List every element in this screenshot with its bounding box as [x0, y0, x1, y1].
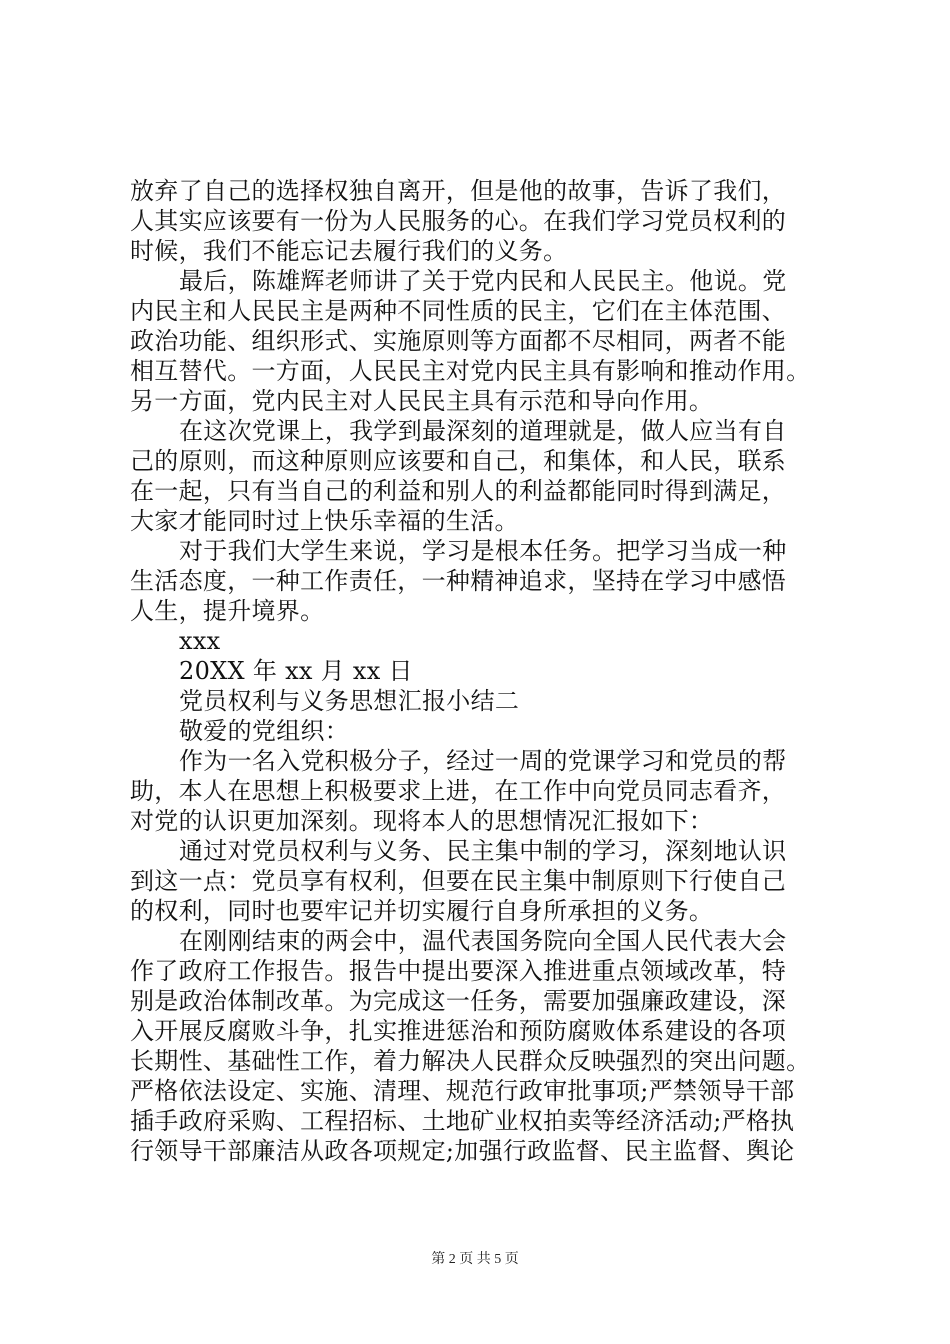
text-line: 插手政府采购、工程招标、土地矿业权拍卖等经济活动;严格执 — [130, 1107, 795, 1135]
text-line: 行领导干部廉洁从政各项规定;加强行政监督、民主监督、舆论 — [130, 1137, 795, 1165]
text-line: 生活态度，一种工作责任，一种精神追求，坚持在学习中感悟 — [130, 567, 787, 595]
text-line: 人生，提升境界。 — [130, 597, 325, 625]
text-line: 政治功能、组织形式、实施原则等方面都不尽相同，两者不能 — [130, 327, 787, 355]
text-line: xxx — [179, 627, 221, 655]
page-number-label: 第 2 页 共 5 页 — [431, 1252, 519, 1267]
text-line: 对于我们大学生来说，学习是根本任务。把学习当成一种 — [179, 537, 787, 565]
page-footer — [0, 1250, 950, 1270]
text-line: 严格依法设定、实施、清理、规范行政审批事项;严禁领导干部 — [130, 1077, 795, 1105]
text-line: 对党的认识更加深刻。现将本人的思想情况汇报如下： — [130, 807, 714, 835]
text-line: 到这一点：党员享有权利，但要在民主集中制原则下行使自己 — [130, 867, 787, 895]
text-line: 别是政治体制改革。为完成这一任务，需要加强廉政建设，深 — [130, 987, 787, 1015]
text-line: 党员权利与义务思想汇报小结二 — [179, 687, 520, 715]
text-line: 己的原则，而这种原则应该要和自己，和集体，和人民，联系 — [130, 447, 787, 475]
text-line: 20XX 年 xx 月 xx 日 — [179, 657, 413, 685]
text-line: 助，本人在思想上积极要求上进，在工作中向党员同志看齐， — [130, 777, 787, 805]
text-line: 内民主和人民民主是两种不同性质的民主，它们在主体范围、 — [130, 297, 787, 325]
text-line: 最后，陈雄辉老师讲了关于党内民和人民民主。他说。党 — [179, 267, 787, 295]
text-line: 大家才能同时过上快乐幸福的生活。 — [130, 507, 519, 535]
text-line: 在一起，只有当自己的利益和别人的利益都能同时得到满足， — [130, 477, 787, 505]
text-line: 通过对党员权利与义务、民主集中制的学习，深刻地认识 — [179, 837, 787, 865]
text-line: 放弃了自己的选择权独自离开，但是他的故事，告诉了我们， — [130, 177, 787, 205]
text-line: 相互替代。一方面，人民民主对党内民主具有影响和推动作用。 — [130, 357, 811, 385]
text-line: 的权利，同时也要牢记并切实履行自身所承担的义务。 — [130, 897, 714, 925]
text-line: 敬爱的党组织： — [179, 717, 350, 745]
text-line: 时候，我们不能忘记去履行我们的义务。 — [130, 237, 568, 265]
text-line: 长期性、基础性工作，着力解决人民群众反映强烈的突出问题。 — [130, 1047, 811, 1075]
text-line: 在刚刚结束的两会中，温代表国务院向全国人民代表大会 — [179, 927, 787, 955]
text-line: 作了政府工作报告。报告中提出要深入推进重点领域改革，特 — [130, 957, 787, 985]
text-line: 作为一名入党积极分子，经过一周的党课学习和党员的帮 — [179, 747, 787, 775]
text-line: 人其实应该要有一份为人民服务的心。在我们学习党员权利的 — [130, 207, 787, 235]
text-line: 在这次党课上，我学到最深刻的道理就是，做人应当有自 — [179, 417, 787, 445]
text-line: 入开展反腐败斗争，扎实推进惩治和预防腐败体系建设的各项 — [130, 1017, 787, 1045]
text-line: 另一方面，党内民主对人民民主具有示范和导向作用。 — [130, 387, 714, 415]
document-body — [130, 176, 830, 1166]
